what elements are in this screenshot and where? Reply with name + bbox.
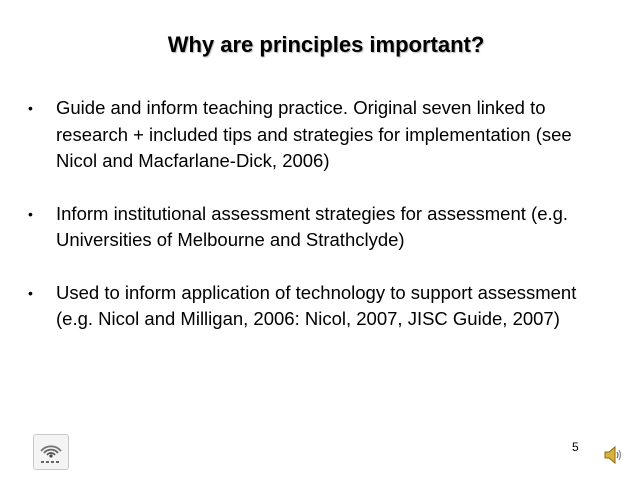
- bullet-item: [26, 201, 606, 254]
- bullet-marker: •: [28, 100, 33, 116]
- bullet-list: [26, 95, 606, 359]
- slide-title: Why are principles important?: [167, 32, 485, 57]
- bullet-text: Used to inform application of technology to support assessment (e.g. Nicol and Milligan, 2006: Nicol, 2007, JISC Guide, 2007): [56, 281, 577, 329]
- bullet-item: [26, 280, 606, 333]
- bullet-text: Inform institutional assessment strategies for assessment (e.g. Universities of Melbourne and Strathclyde): [56, 202, 569, 250]
- speaker-icon[interactable]: [603, 444, 623, 466]
- reap-logo-icon: [33, 434, 69, 470]
- bullet-text: Guide and inform teaching practice. Original seven linked to research + included tips and strategies for implementation (see Nicol and Macfarlane-Dick, 2006): [56, 97, 572, 171]
- bullet-marker: •: [28, 205, 33, 222]
- bullet-item: [26, 95, 606, 175]
- bullet-marker: •: [28, 284, 33, 301]
- page-number: 5: [572, 440, 579, 454]
